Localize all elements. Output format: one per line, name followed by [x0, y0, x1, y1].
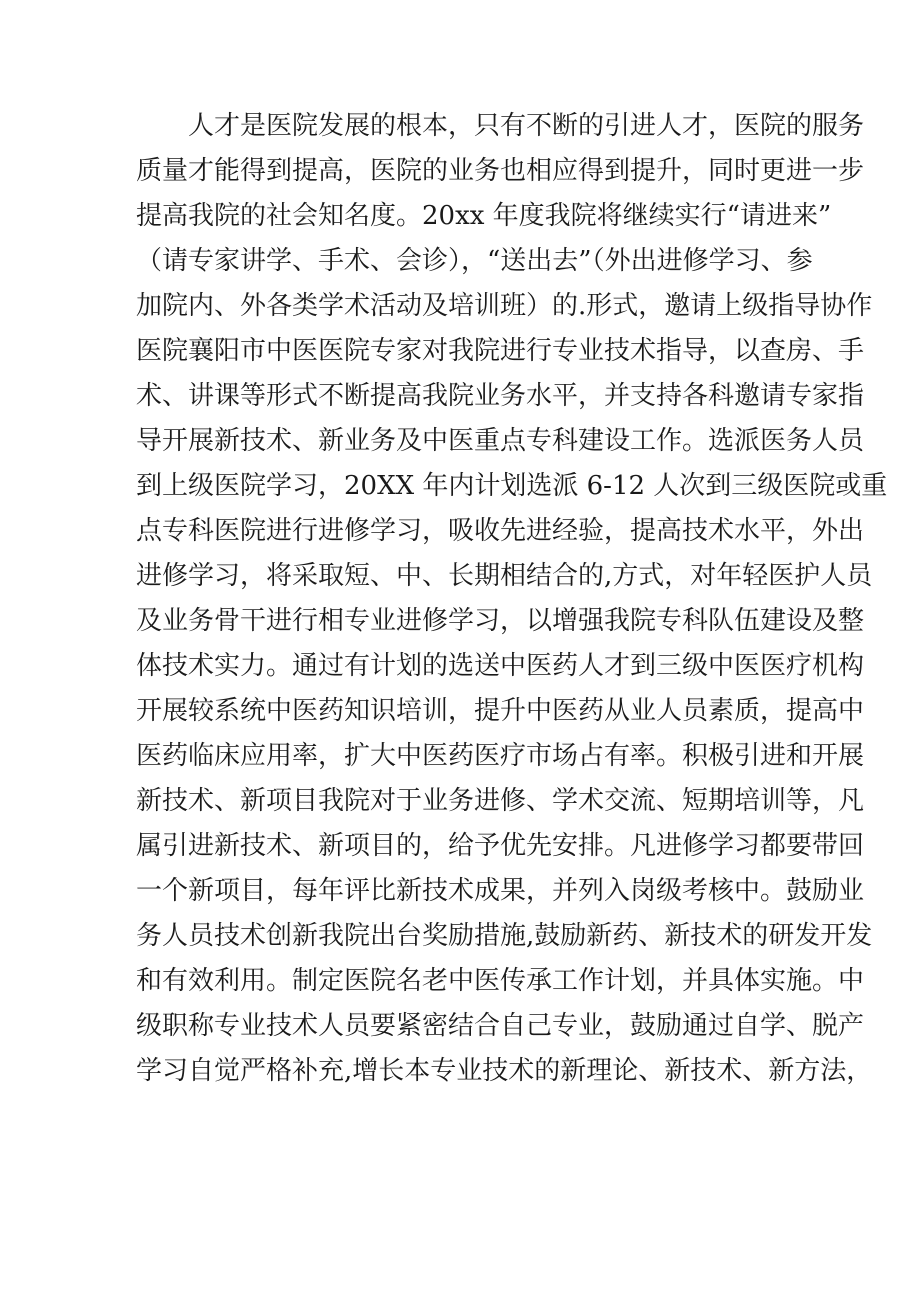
paragraph-line: 一个新项目，每年评比新技术成果，并列入岗级考核中。鼓励业 — [136, 876, 865, 906]
paragraph-line: 点专科医院进行进修学习，吸收先进经验，提高技术水平，外出 — [136, 516, 865, 546]
paragraph-line: 提高我院的社会知名度。20xx 年度我院将继续实行“请进来” — [136, 201, 832, 231]
paragraph-line: 医药临床应用率，扩大中医药医疗市场占有率。积极引进和开展 — [136, 741, 865, 771]
paragraph-line: 体技术实力。通过有计划的选送中医药人才到三级中医医疗机构 — [136, 651, 865, 681]
body-paragraph — [136, 104, 888, 1094]
paragraph-line: 学习自觉严格补充,增长本专业技术的新理论、新技术、新方法， — [136, 1056, 873, 1086]
paragraph-line: 到上级医院学习，20XX 年内计划选派 6-12 人次到三级医院或重 — [136, 471, 888, 501]
paragraph-line: 质量才能得到提高，医院的业务也相应得到提升，同时更进一步 — [136, 156, 865, 186]
paragraph-line: 务人员技术创新我院出台奖励措施,鼓励新药、新技术的研发开发 — [136, 921, 873, 951]
paragraph-line: 开展较系统中医药知识培训，提升中医药从业人员素质，提高中 — [136, 696, 865, 726]
paragraph-line: 及业务骨干进行相专业进修学习，以增强我院专科队伍建设及整 — [136, 606, 865, 636]
paragraph-line: 进修学习，将采取短、中、长期相结合的,方式，对年轻医护人员 — [136, 561, 873, 591]
paragraph-line: 加院内、外各类学术活动及培训班）的.形式，邀请上级指导协作 — [136, 291, 873, 321]
paragraph-line: 人才是医院发展的根本，只有不断的引进人才，医院的服务 — [188, 111, 865, 141]
paragraph-line: 导开展新技术、新业务及中医重点专科建设工作。选派医务人员 — [136, 426, 865, 456]
paragraph-line: 医院襄阳市中医医院专家对我院进行专业技术指导，以查房、手 — [136, 336, 865, 366]
paragraph-line: 和有效利用。制定医院名老中医传承工作计划，并具体实施。中 — [136, 966, 865, 996]
paragraph-line: （请专家讲学、手术、会诊），“送出去”（外出进修学习、参 — [136, 246, 813, 276]
paragraph-line: 新技术、新项目我院对于业务进修、学术交流、短期培训等，凡 — [136, 786, 865, 816]
paragraph-line: 级职称专业技术人员要紧密结合自己专业，鼓励通过自学、脱产 — [136, 1011, 865, 1041]
paragraph-line: 术、讲课等形式不断提高我院业务水平，并支持各科邀请专家指 — [136, 381, 865, 411]
paragraph-line: 属引进新技术、新项目的，给予优先安排。凡进修学习都要带回 — [136, 831, 865, 861]
